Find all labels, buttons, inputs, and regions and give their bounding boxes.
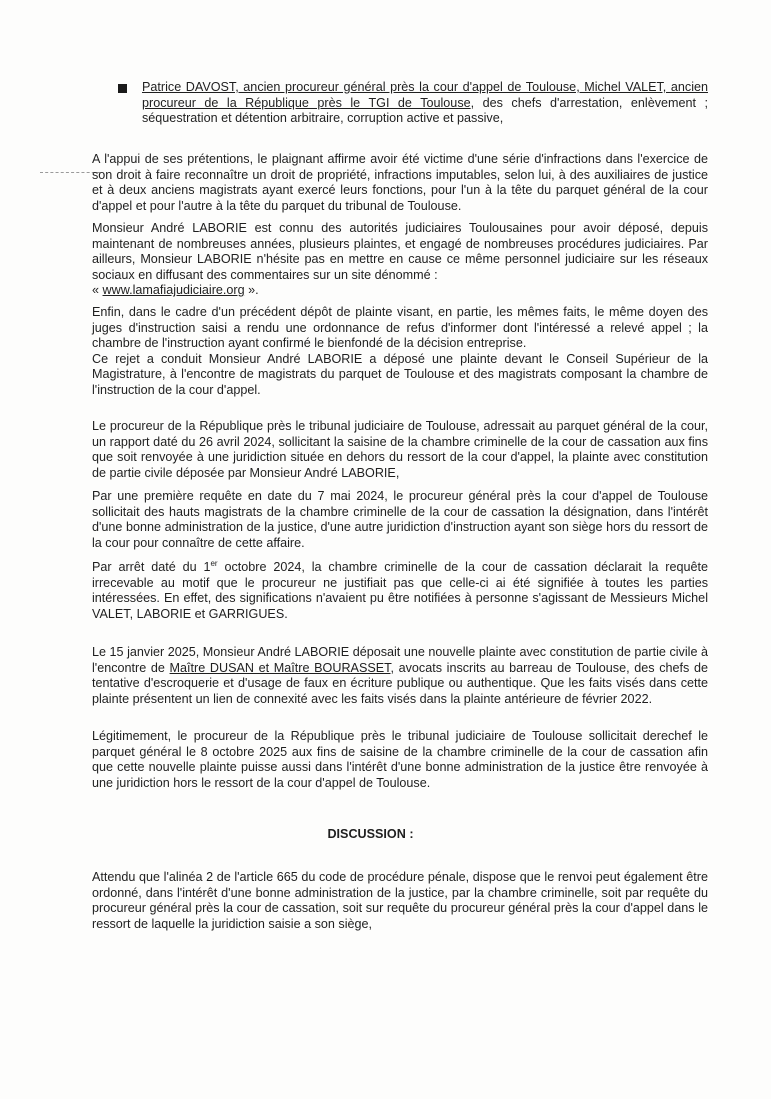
paragraph-legitimately: Légitimement, le procureur de la République près le tribunal judiciaire de Toulouse sollicitait derechef le parquet général le 8 octobre 2025 aux fins de saisine de la chambre criminelle de la cour de cassation afin que cette nouvelle plainte puisse aussi dans l'intérêt d'une bonne administration de la justice être renvoyée à une juridiction hors le ressort de la cour d'appel de Toulouse. <box>92 729 708 790</box>
paragraph-csm-text: Ce rejet a conduit Monsieur André LABORIE a déposé une plainte devant le Conseil Supérieur de la Magistrature, à l'encontre de magistrats du parquet de Toulouse et des magistrats composant la chambre de l'instruction de la cour d'appel. <box>92 351 708 397</box>
paragraph-procureur-report: Le procureur de la République près le tribunal judiciaire de Toulouse, adressait au parquet général de la cour, un rapport daté du 26 avril 2024, sollicitant la saisine de la chambre criminelle de la cour de cassation aux fins que soit renvoyée à une juridiction située en dehors du ressort de la cour d'appel, la plainte avec constitution de partie civile déposée par Monsieur André LABORIE, <box>92 419 708 480</box>
new-complaint-text-b: avocats inscrits au barreau de Toulouse, des chefs de tentative d'escroquerie et d'usage de faux en écriture publique ou authentique. Que les faits visés dans cette plainte présentent un lien de connexité avec les faits visés dans la plainte antérieure de février 2022. <box>92 660 708 706</box>
paragraph-laborie <box>92 221 708 299</box>
bullet-names-underlined: Patrice DAVOST, ancien procureur général près la cour d'appel de Toulouse, Michel VALET, ancien procureur de la République près le TGI de Toulouse <box>142 80 708 110</box>
paragraph-previous-complaint-text: Enfin, dans le cadre d'un précédent dépôt de plainte visant, en partie, les mêmes faits, le même doyen des juges d'instruction saisi a rendu une ordonnance de refus d'informer dont l'intéressé a relevé appel ; la chambre de l'instruction ayant confirmé le bienfondé de la décision entreprise. <box>92 305 708 350</box>
new-complaint-text-a: Le 15 janvier 2025, Monsieur André LABORIE déposait une nouvelle plainte avec constitution de partie civile à l'encontre de <box>92 645 708 675</box>
bullet-item <box>118 80 708 127</box>
arret-text-b: octobre 2024, la chambre criminelle de la cour de cassation déclarait la requête irrecevable au motif que le procureur ne justifiait pas que celle-ci ai été signifiée à toutes les parties intéressées. En effet, des significations n'avaient pu être notifiées à personne s'agissant de Messieurs Michel VALET, LABORIE et GARRIGUES. <box>92 560 708 621</box>
bullet-rest: , des chefs d'arrestation, enlèvement ; séquestration et détention arbitraire, corruption active et passive, <box>142 95 709 125</box>
website-link[interactable]: www.lamafiajudiciaire.org <box>102 283 245 297</box>
discussion-heading-text: DISCUSSION : <box>327 827 414 841</box>
paragraph-first-request: Par une première requête en date du 7 mai 2024, le procureur général près la cour d'appel de Toulouse sollicitait des hauts magistrats de la chambre criminelle de la cour de cassation la désignation, dans l'intérêt d'une bonne administration de la justice, d'une autre juridiction d'instruction ayant son siège hors du ressort de la cour pour connaître de cette affaire. <box>92 489 708 550</box>
bullet-square-icon <box>118 84 127 93</box>
discussion-heading <box>0 827 771 841</box>
paragraph-allegations: A l'appui de ses prétentions, le plaignant affirme avoir été victime d'une série d'infractions dans l'exercice de son droit à faire reconnaître un droit de propriété, infractions imputables, selon lui, à des auxiliaires de justice et à deux anciens magistrats ayant exercé leurs fonctions, pour l'un à la tête du parquet général de la cour d'appel et pour l'autre à la tête du parquet du tribunal de Toulouse. <box>92 152 708 213</box>
arret-text-a: Par arrêt daté du 1 <box>92 560 211 574</box>
quote-open: « <box>92 283 103 297</box>
paragraph-laborie-text: Monsieur André LABORIE est connu des autorités judiciaires Toulousaines pour avoir déposé, depuis maintenant de nombreuses années, plusieurs plaintes, et engagé de nombreuses procédures judiciaires. Par ailleurs, Monsieur LABORIE n'hésite pas en mettre en cause ce même personnel judiciaire sur les réseaux sociaux en diffusant des commentaires sur un site dénommé : <box>92 221 708 282</box>
lawyers-underlined: Maître DUSAN et Maître BOURASSET, <box>169 660 394 675</box>
quote-close: ». <box>244 283 259 297</box>
paragraph-previous-complaint <box>92 305 708 398</box>
paragraph-attendu: Attendu que l'alinéa 2 de l'article 665 du code de procédure pénale, dispose que le renvoi peut également être ordonné, dans l'intérêt d'une bonne administration de la justice, par la chambre criminelle, soit par requête du procureur général près la cour de cassation, soit sur requête du procureur général près la cour d'appel dans le ressort de laquelle la juridiction saisie a son siège, <box>92 870 708 931</box>
margin-dash-line <box>40 172 100 173</box>
paragraph-arret <box>92 560 708 622</box>
arret-sup: er <box>210 558 218 568</box>
paragraph-new-complaint <box>92 645 708 707</box>
bullet-text <box>142 80 708 127</box>
